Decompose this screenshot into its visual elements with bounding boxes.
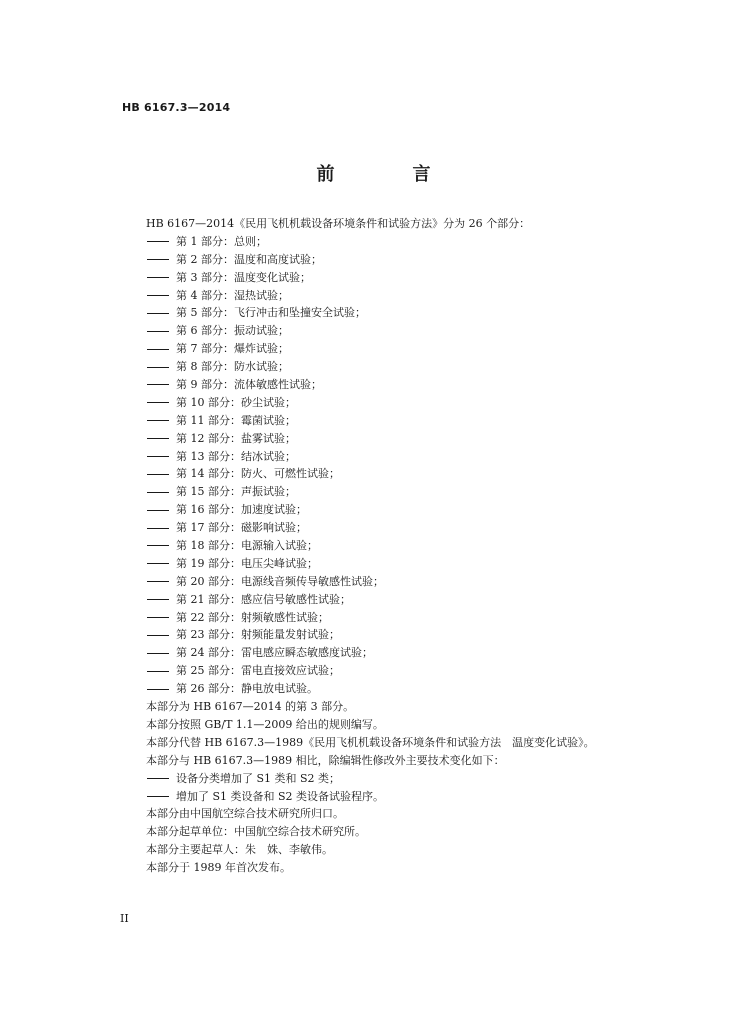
list-item-text: 第 19 部分：电压尖峰试验；	[176, 556, 318, 570]
statement-changes-intro: 本部分与 HB 6167.3—1989 相比，除编辑性修改外主要技术变化如下：	[146, 753, 505, 767]
list-item-text: 第 4 部分：湿热试验；	[176, 288, 289, 302]
dash-mark	[147, 545, 169, 546]
list-item	[147, 788, 707, 806]
dash-mark	[147, 241, 169, 242]
statement-first-issue: 本部分于 1989 年首次发布。	[146, 861, 291, 875]
list-item	[147, 680, 707, 698]
list-item-text: 第 11 部分：霉菌试验；	[176, 413, 296, 427]
list-item-text: 第 3 部分：温度变化试验；	[176, 270, 311, 284]
dash-mark	[147, 420, 169, 421]
list-item	[147, 591, 707, 609]
header-doc-code: HB 6167.3—2014	[122, 101, 231, 114]
page-title: 前 言	[316, 164, 461, 185]
dash-mark	[147, 331, 169, 332]
list-item	[147, 483, 707, 501]
list-item-text: 第 13 部分：结冰试验；	[176, 449, 296, 463]
list-item-text: 第 17 部分：磁影响试验；	[176, 521, 307, 535]
list-item-text: 第 14 部分：防火、可燃性试验；	[176, 467, 340, 481]
foreword-body	[147, 215, 707, 877]
list-item	[147, 501, 707, 519]
list-item	[147, 412, 707, 430]
list-item-text: 第 23 部分：射频能量发射试验；	[176, 628, 340, 642]
list-item	[147, 304, 707, 322]
list-item-text: 第 5 部分：飞行冲击和坠撞安全试验；	[176, 306, 366, 320]
list-item	[147, 609, 707, 627]
list-item-text: 第 6 部分：振动试验；	[176, 324, 289, 338]
list-item	[147, 233, 707, 251]
list-item-text: 第 22 部分：射频敏感性试验；	[176, 610, 329, 624]
list-item	[147, 644, 707, 662]
list-item-text: 第 12 部分：盐雾试验；	[176, 431, 296, 445]
parts-list	[147, 233, 707, 698]
list-item	[147, 322, 707, 340]
dash-mark	[147, 778, 169, 779]
dash-mark	[147, 259, 169, 260]
statement-part-of: 本部分为 HB 6167—2014 的第 3 部分。	[146, 700, 355, 714]
list-item-text: 第 24 部分：雷电感应瞬态敏感度试验；	[176, 646, 373, 660]
dash-mark	[147, 313, 169, 314]
dash-mark	[147, 474, 169, 475]
list-item	[147, 358, 707, 376]
dash-mark	[147, 384, 169, 385]
intro-paragraph: HB 6167—2014《民用飞机机载设备环境条件和试验方法》分为 26 个部分：	[146, 217, 531, 230]
list-item-text: 第 9 部分：流体敏感性试验；	[176, 378, 322, 392]
dash-mark	[147, 438, 169, 439]
list-item-text: 第 20 部分：电源线音频传导敏感性试验；	[176, 574, 384, 588]
dash-mark	[147, 510, 169, 511]
dash-mark	[147, 617, 169, 618]
dash-mark	[147, 599, 169, 600]
statement-responsible-org: 本部分由中国航空综合技术研究所归口。	[146, 807, 344, 821]
list-item	[147, 465, 707, 483]
list-item-text: 第 2 部分：温度和高度试验；	[176, 252, 322, 266]
dash-mark	[147, 635, 169, 636]
dash-mark	[147, 295, 169, 296]
list-item-text: 第 10 部分：砂尘试验；	[176, 395, 296, 409]
list-item	[147, 340, 707, 358]
list-item-text: 第 21 部分：感应信号敏感性试验；	[176, 592, 351, 606]
statement-drafting-org: 本部分起草单位：中国航空综合技术研究所。	[146, 825, 366, 839]
list-item	[147, 519, 707, 537]
list-item	[147, 251, 707, 269]
list-item	[147, 573, 707, 591]
list-item	[147, 770, 707, 788]
list-item-text: 第 16 部分：加速度试验；	[176, 503, 307, 517]
list-item	[147, 555, 707, 573]
list-item-text: 第 7 部分：爆炸试验；	[176, 342, 289, 356]
list-item	[147, 448, 707, 466]
dash-mark	[147, 402, 169, 403]
changes-list	[147, 770, 707, 806]
dash-mark	[147, 796, 169, 797]
list-item	[147, 626, 707, 644]
list-item	[147, 394, 707, 412]
dash-mark	[147, 367, 169, 368]
list-item	[147, 287, 707, 305]
dash-mark	[147, 492, 169, 493]
dash-mark	[147, 671, 169, 672]
list-item-text: 增加了 S1 类设备和 S2 类设备试验程序。	[176, 789, 385, 803]
list-item	[147, 430, 707, 448]
list-item-text: 第 26 部分：静电放电试验。	[176, 682, 318, 696]
list-item	[147, 537, 707, 555]
statement-replaces: 本部分代替 HB 6167.3—1989《民用飞机机载设备环境条件和试验方法 温度变化试验》。	[146, 735, 595, 749]
dash-mark	[147, 528, 169, 529]
dash-mark	[147, 653, 169, 654]
list-item	[147, 376, 707, 394]
dash-mark	[147, 689, 169, 690]
list-item-text: 第 1 部分：总则；	[176, 234, 267, 248]
statement-drafting-rules: 本部分按照 GB/T 1.1—2009 给出的规则编写。	[146, 717, 384, 731]
list-item	[147, 662, 707, 680]
dash-mark	[147, 456, 169, 457]
list-item	[147, 269, 707, 287]
dash-mark	[147, 349, 169, 350]
list-item-text: 第 15 部分：声振试验；	[176, 485, 296, 499]
dash-mark	[147, 581, 169, 582]
page-number: II	[120, 912, 129, 925]
list-item-text: 设备分类增加了 S1 类和 S2 类；	[176, 771, 341, 785]
statement-drafters: 本部分主要起草人：朱 姝、李敏伟。	[146, 843, 333, 857]
list-item-text: 第 25 部分：雷电直接效应试验；	[176, 664, 340, 678]
list-item-text: 第 8 部分：防水试验；	[176, 360, 289, 374]
dash-mark	[147, 277, 169, 278]
dash-mark	[147, 563, 169, 564]
list-item-text: 第 18 部分：电源输入试验；	[176, 539, 318, 553]
